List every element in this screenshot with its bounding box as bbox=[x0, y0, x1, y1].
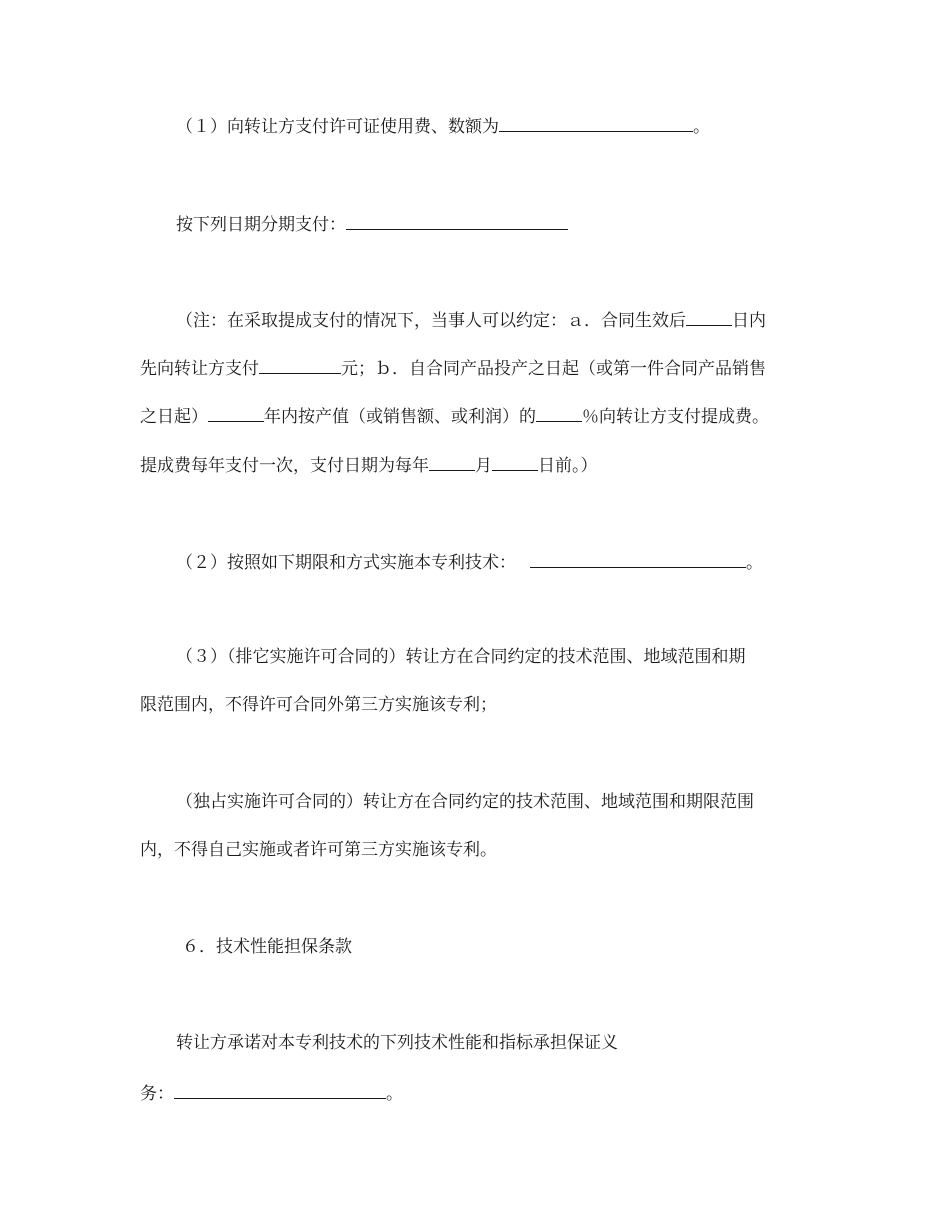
clause-3-exclusive-line-2: 限范围内，不得许可合同外第三方实施该专利； bbox=[140, 695, 497, 715]
clause-3-exclusive-line-1: （３）（排它实施许可合同的）转让方在合同约定的技术范围、地域范围和期 bbox=[176, 647, 746, 667]
warranty-obligation-blank[interactable] bbox=[174, 1080, 386, 1099]
note-text-4b: 月 bbox=[475, 456, 492, 476]
note-text-4c: 日前。） bbox=[538, 456, 598, 476]
section-6-body-prefix: 务： bbox=[140, 1084, 174, 1104]
note-text-3a: 之日起） bbox=[140, 407, 208, 427]
clause-2-line bbox=[176, 549, 763, 575]
note-text-3b: 年内按产值（或销售额、或利润）的 bbox=[264, 407, 536, 427]
note-line-2 bbox=[140, 355, 766, 381]
clause-3-sole-line-1: （独占实施许可合同的）转让方在合同约定的技术范围、地域范围和期限范围 bbox=[176, 792, 754, 812]
clause-2-text: （２）按照如下期限和方式实施本专利技术： bbox=[176, 553, 516, 573]
clause-1-fee-suffix: 。 bbox=[693, 117, 710, 137]
note-text-2a: 先向转让方支付 bbox=[140, 359, 259, 379]
clause-1-fee-text: （１）向转让方支付许可证使用费、数额为 bbox=[176, 117, 499, 137]
clause-3-sole-line-2: 内，不得自己实施或者许可第三方实施该专利。 bbox=[140, 840, 497, 860]
note-line-4 bbox=[140, 452, 598, 478]
note-text-1b: 日内 bbox=[732, 311, 766, 331]
month-blank[interactable] bbox=[429, 452, 475, 471]
fee-amount-blank[interactable] bbox=[499, 113, 693, 132]
note-line-1 bbox=[176, 307, 766, 333]
clause-2-suffix: 。 bbox=[746, 553, 763, 573]
initial-payment-blank[interactable] bbox=[259, 355, 341, 374]
years-blank[interactable] bbox=[208, 403, 264, 422]
section-6-body-line-2 bbox=[140, 1080, 403, 1106]
note-text-2b: 元；ｂ．自合同产品投产之日起（或第一件合同产品销售 bbox=[341, 359, 766, 379]
installments-line bbox=[176, 211, 568, 237]
section-6-heading: ６．技术性能担保条款 bbox=[182, 937, 352, 957]
note-text-4a: 提成费每年支付一次，支付日期为每年 bbox=[140, 456, 429, 476]
note-text-3c: ％向转让方支付提成费。 bbox=[582, 407, 769, 427]
clause-1-fee-line bbox=[176, 113, 710, 139]
section-6-body-line-1: 转让方承诺对本专利技术的下列技术性能和指标承担保证义 bbox=[176, 1033, 618, 1053]
percent-blank[interactable] bbox=[536, 403, 582, 422]
installments-text: 按下列日期分期支付： bbox=[176, 215, 346, 235]
day-blank[interactable] bbox=[492, 452, 538, 471]
note-line-3 bbox=[140, 403, 769, 429]
implementation-method-blank[interactable] bbox=[530, 549, 746, 568]
note-text-1a: （注：在采取提成支付的情况下，当事人可以约定：ａ．合同生效后 bbox=[176, 311, 686, 331]
days-blank[interactable] bbox=[686, 307, 732, 326]
installment-dates-blank[interactable] bbox=[346, 211, 568, 230]
section-6-body-suffix: 。 bbox=[386, 1084, 403, 1104]
